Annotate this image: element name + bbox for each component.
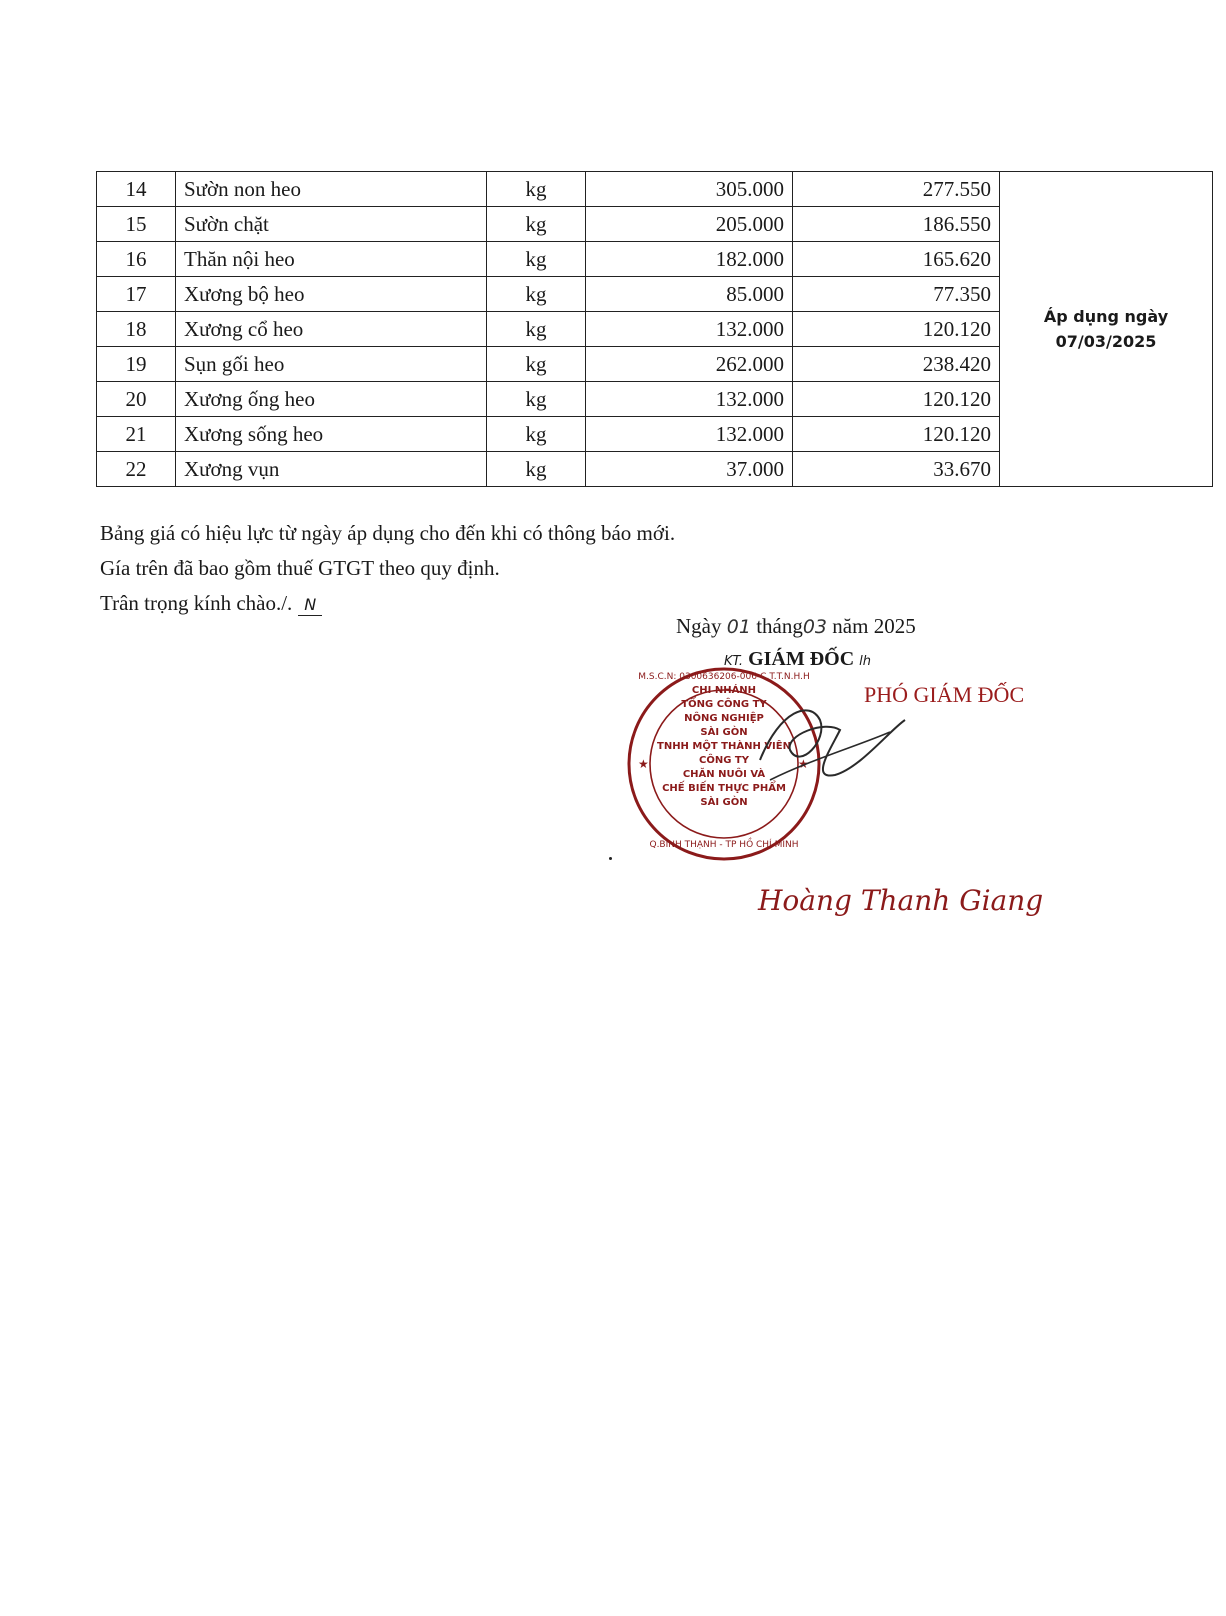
discount-price-cell: 165.620 (793, 242, 1000, 277)
closing-line (100, 591, 322, 616)
unit-cell: kg (487, 242, 586, 277)
product-name-cell: Sườn non heo (176, 172, 487, 207)
director-initial: lh (859, 654, 872, 669)
price-cell: 262.000 (586, 347, 793, 382)
row-number-cell: 17 (97, 277, 176, 312)
validity-note: Bảng giá có hiệu lực từ ngày áp dụng cho đến khi có thông báo mới. (100, 521, 676, 545)
stamp-tax-code: M.S.C.N: 0300636206-006-C.T.T.N.H.H (638, 672, 810, 682)
date-day: 01 (726, 616, 751, 638)
stamp-line: CHI NHÁNH (691, 685, 757, 696)
closing-initial: N (298, 595, 322, 616)
price-cell: 182.000 (586, 242, 793, 277)
unit-cell: kg (487, 207, 586, 242)
discount-price-cell: 186.550 (793, 207, 1000, 242)
price-cell: 305.000 (586, 172, 793, 207)
product-name-cell: Xương vụn (176, 452, 487, 487)
product-name-cell: Xương ống heo (176, 382, 487, 417)
discount-price-cell: 120.120 (793, 417, 1000, 452)
unit-cell: kg (487, 382, 586, 417)
product-name-cell: Sụn gối heo (176, 347, 487, 382)
row-number-cell: 14 (97, 172, 176, 207)
stray-dot (609, 857, 612, 860)
discount-price-cell: 120.120 (793, 312, 1000, 347)
unit-cell: kg (487, 417, 586, 452)
discount-price-cell: 120.120 (793, 382, 1000, 417)
stamp-line: CÔNG TY (699, 755, 749, 766)
date-prefix: Ngày (676, 614, 722, 638)
effective-date-label: Áp dụng ngày (1043, 307, 1169, 326)
table-row (97, 172, 1213, 207)
svg-text:★: ★ (638, 757, 649, 771)
signing-date (676, 614, 916, 639)
unit-cell: kg (487, 172, 586, 207)
product-name-cell: Sườn chặt (176, 207, 487, 242)
product-name-cell: Thăn nội heo (176, 242, 487, 277)
discount-price-cell: 238.420 (793, 347, 1000, 382)
date-month: 03 (802, 616, 828, 638)
date-month-word: tháng (756, 614, 803, 638)
price-cell: 132.000 (586, 382, 793, 417)
svg-text:★: ★ (798, 757, 809, 771)
stamp-line: TỔNG CÔNG TY (681, 699, 767, 710)
discount-price-cell: 277.550 (793, 172, 1000, 207)
discount-price-cell: 33.670 (793, 452, 1000, 487)
row-number-cell: 15 (97, 207, 176, 242)
price-cell: 132.000 (586, 417, 793, 452)
price-cell: 85.000 (586, 277, 793, 312)
signer-name: Hoàng Thanh Giang (758, 884, 1044, 917)
unit-cell: kg (487, 452, 586, 487)
director-title-text: GIÁM ĐỐC (748, 648, 855, 670)
price-cell: 132.000 (586, 312, 793, 347)
stamp-location: Q.BÌNH THẠNH - TP HỒ CHÍ MINH (649, 840, 799, 850)
row-number-cell: 22 (97, 452, 176, 487)
row-number-cell: 20 (97, 382, 176, 417)
price-cell: 37.000 (586, 452, 793, 487)
price-table (96, 171, 1213, 487)
effective-date-cell (1000, 172, 1213, 487)
date-year-word: năm (832, 614, 869, 638)
vat-note: Gía trên đã bao gồm thuế GTGT theo quy định. (100, 556, 500, 580)
stamp-line: CHẾ BIẾN THỰC PHẨM (662, 783, 786, 794)
price-table-body (97, 172, 1213, 487)
deputy-director-title: PHÓ GIÁM ĐỐC (864, 682, 1025, 707)
price-cell: 205.000 (586, 207, 793, 242)
stamp-line: CHĂN NUÔI VÀ (682, 769, 766, 780)
row-number-cell: 18 (97, 312, 176, 347)
stamp-line: NÔNG NGHIỆP (684, 713, 764, 724)
unit-cell: kg (487, 277, 586, 312)
handwritten-signature-icon (740, 690, 910, 800)
row-number-cell: 16 (97, 242, 176, 277)
closing-text: Trân trọng kính chào./. (100, 591, 293, 615)
product-name-cell: Xương sống heo (176, 417, 487, 452)
product-name-cell: Xương cổ heo (176, 312, 487, 347)
effective-date-value: 07/03/2025 (1055, 332, 1157, 351)
date-year: 2025 (873, 614, 916, 638)
product-name-cell: Xương bộ heo (176, 277, 487, 312)
stamp-line: TNHH MỘT THÀNH VIÊN (657, 741, 791, 752)
unit-cell: kg (487, 312, 586, 347)
unit-cell: kg (487, 347, 586, 382)
stamp-line: SÀI GÒN (700, 727, 748, 738)
row-number-cell: 21 (97, 417, 176, 452)
discount-price-cell: 77.350 (793, 277, 1000, 312)
kt-mark: KT. (724, 654, 744, 669)
stamp-line: SÀI GÒN (700, 797, 748, 808)
row-number-cell: 19 (97, 347, 176, 382)
